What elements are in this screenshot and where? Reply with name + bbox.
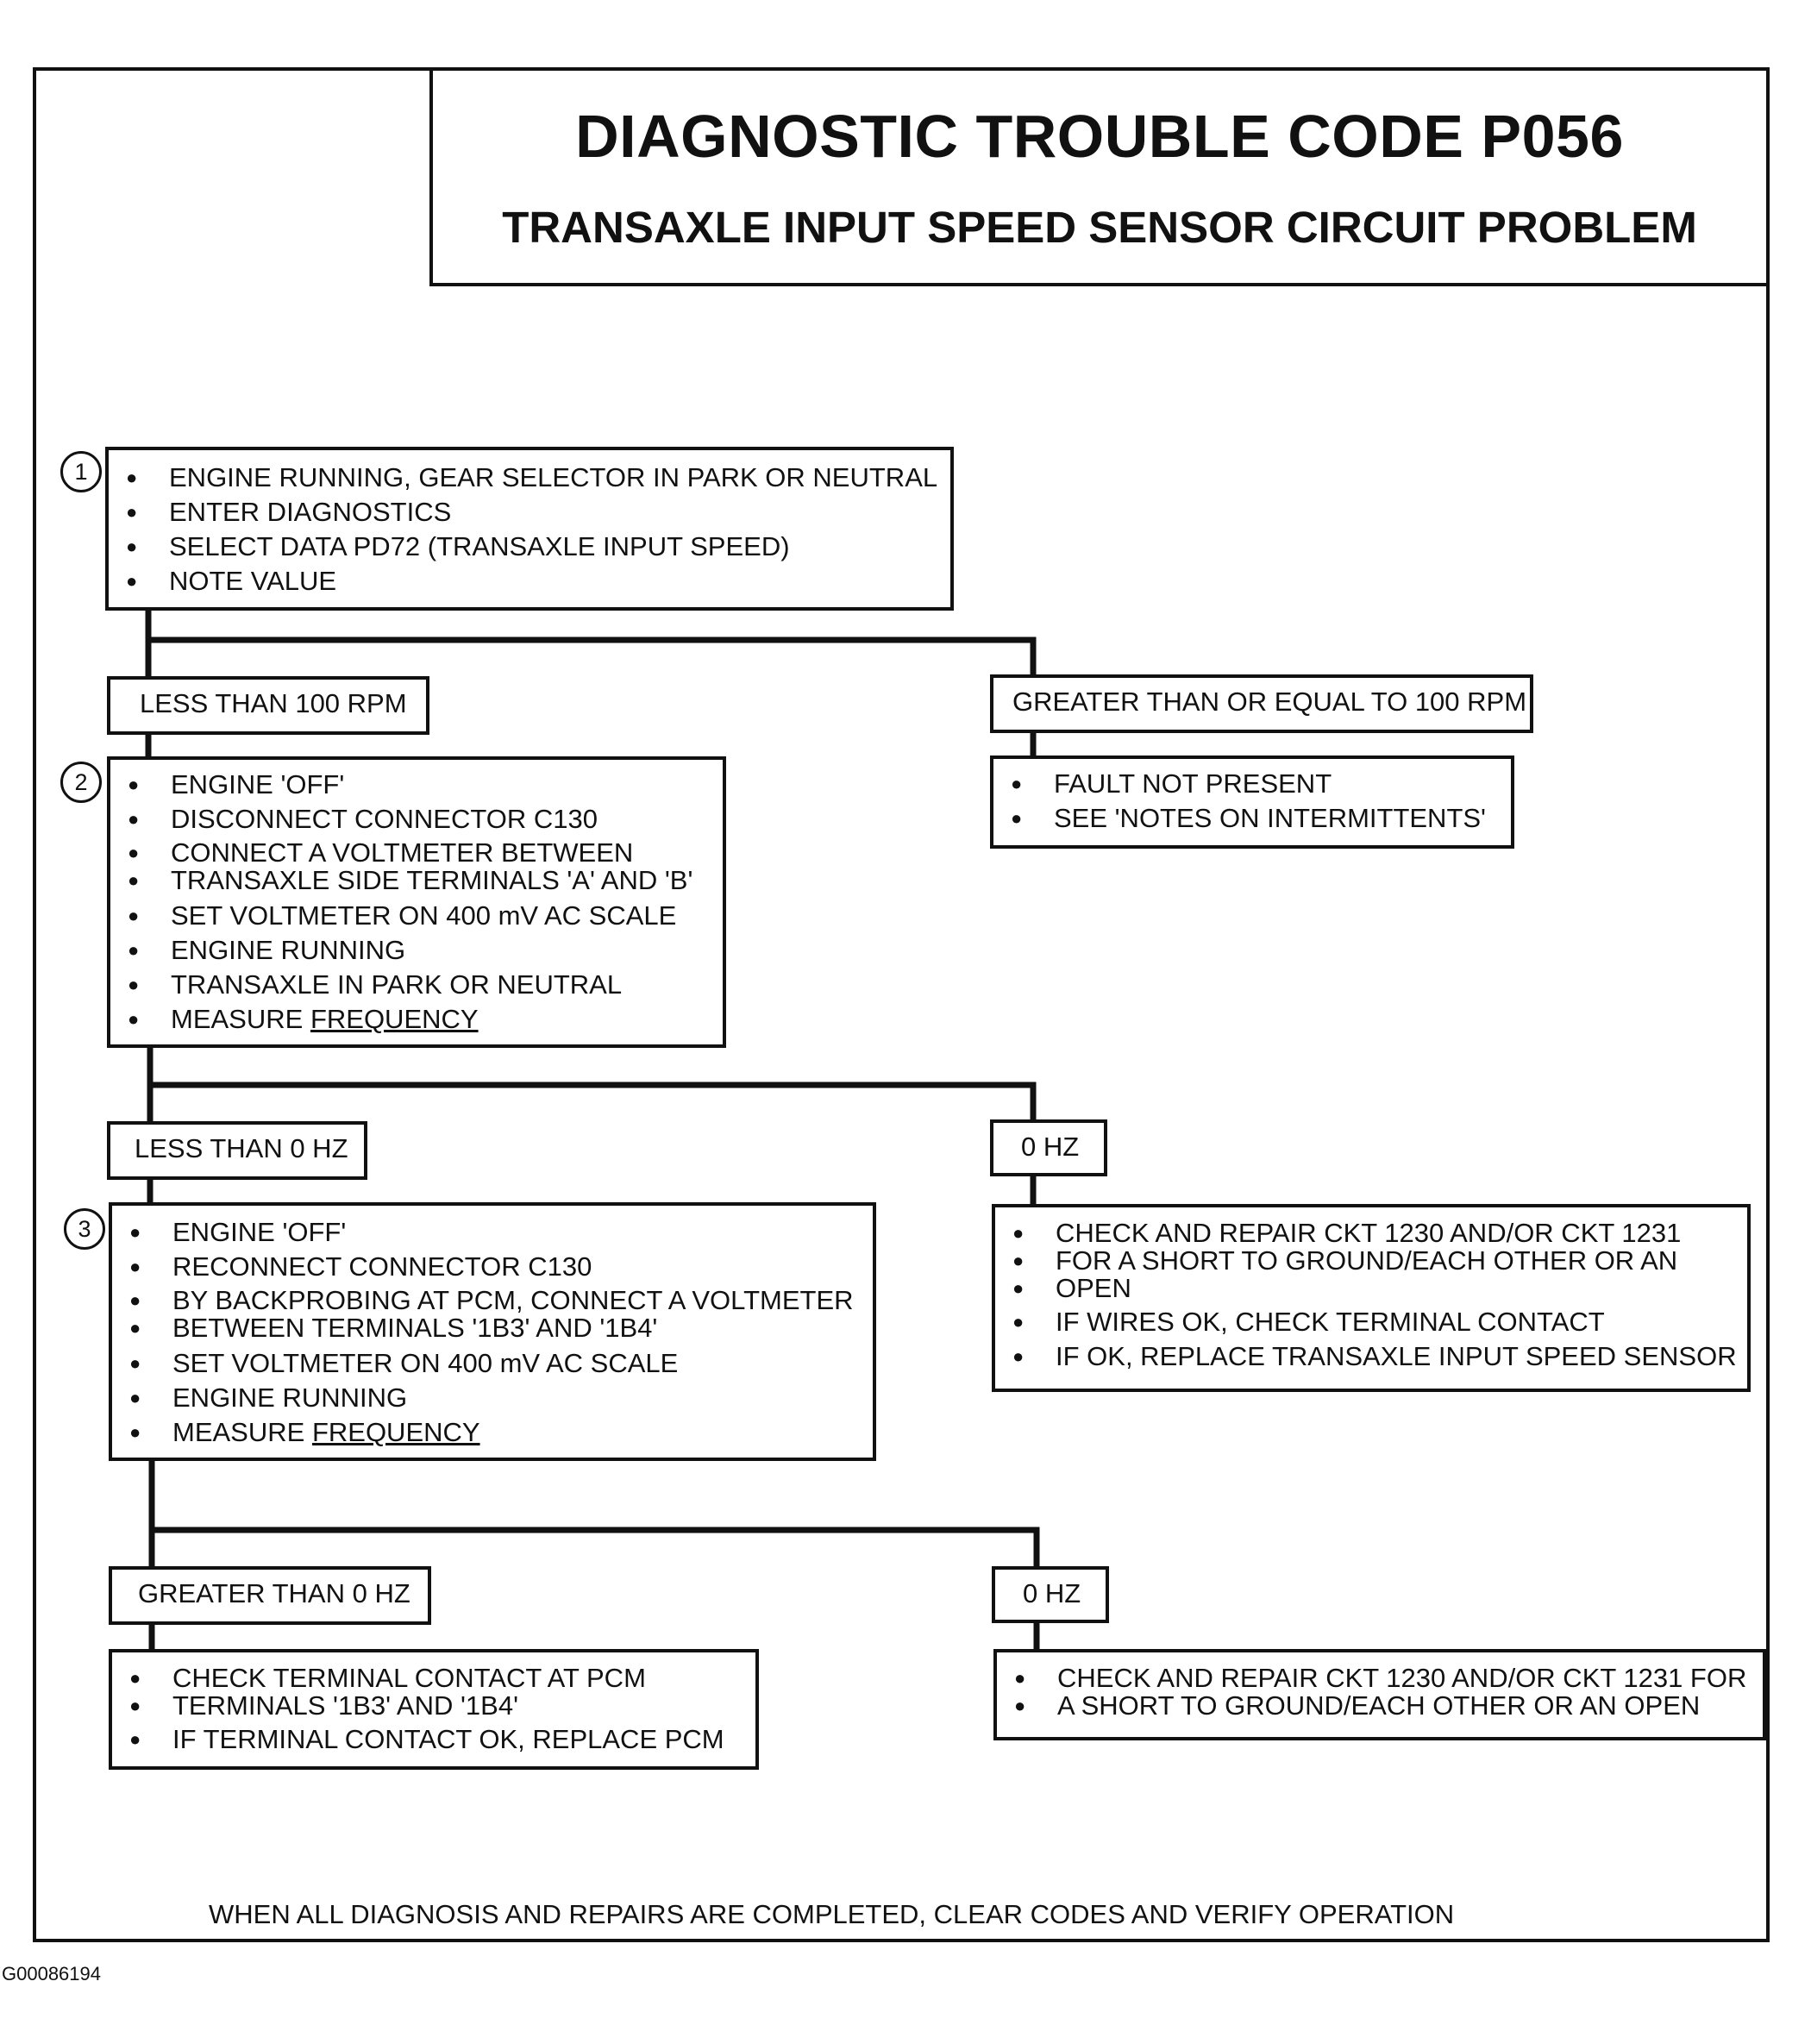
result-item-cont: ● FOR A SHORT TO GROUND/EACH OTHER OR AN (995, 1247, 1747, 1275)
branch-less-than-0-hz: LESS THAN 0 HZ (107, 1121, 367, 1180)
result-item-cont: ● TERMINALS '1B3' AND '1B4' (112, 1692, 755, 1720)
step-3-item: ● RECONNECT CONNECTOR C130 (112, 1252, 873, 1282)
step-2-item: ● MEASURE FREQUENCY (110, 1005, 723, 1034)
step-2-item: ● SET VOLTMETER ON 400 mV AC SCALE (110, 901, 723, 931)
step-1-box (105, 447, 954, 611)
branch-less-than-100-rpm: LESS THAN 100 RPM (107, 676, 429, 735)
result-check-pcm-contact (109, 1649, 759, 1770)
result-item: ● CHECK TERMINAL CONTACT AT PCM (112, 1665, 755, 1692)
step-1-item: ● ENTER DIAGNOSTICS (109, 498, 950, 527)
step-2-item: ● DISCONNECT CONNECTOR C130 (110, 805, 723, 834)
step-2-item: ● ENGINE RUNNING (110, 936, 723, 965)
step-3-box (109, 1202, 876, 1461)
step-2-item: ● ENGINE 'OFF' (110, 770, 723, 799)
result-item-cont: ● A SHORT TO GROUND/EACH OTHER OR AN OPEN (997, 1692, 1763, 1720)
step-2-item-cont: ● TRANSAXLE SIDE TERMINALS 'A' AND 'B' (110, 867, 723, 894)
step-3-item: ● BY BACKPROBING AT PCM, CONNECT A VOLTMETER (112, 1287, 873, 1314)
step-3-item-cont: ● BETWEEN TERMINALS '1B3' AND '1B4' (112, 1314, 873, 1342)
step-1-item: ● ENGINE RUNNING, GEAR SELECTOR IN PARK OR NEUTRAL (109, 463, 950, 492)
result-item: ● CHECK AND REPAIR CKT 1230 AND/OR CKT 1231 FOR (997, 1665, 1763, 1692)
step-2-item: ● CONNECT A VOLTMETER BETWEEN (110, 839, 723, 867)
step-2-box (107, 756, 726, 1048)
step-3-item: ● MEASURE FREQUENCY (112, 1418, 873, 1447)
footer-note: WHEN ALL DIAGNOSIS AND REPAIRS ARE COMPLETED, CLEAR CODES AND VERIFY OPERATION (209, 1899, 1455, 1929)
connector-step1-right (148, 640, 1033, 678)
connector-step2-right (150, 1085, 1033, 1121)
result-item: ● IF OK, REPLACE TRANSAXLE INPUT SPEED SENSOR (995, 1342, 1747, 1371)
result-item: ● SEE 'NOTES ON INTERMITTENTS' (993, 804, 1511, 833)
step-3-item: ● ENGINE 'OFF' (112, 1218, 873, 1247)
result-item: ● IF TERMINAL CONTACT OK, REPLACE PCM (112, 1725, 755, 1754)
result-fault-not-present (990, 756, 1514, 849)
branch-0-hz-step2: 0 HZ (990, 1119, 1107, 1176)
connector-step3-right (152, 1530, 1037, 1566)
page-subtitle: TRANSAXLE INPUT SPEED SENSOR CIRCUIT PROBLEM (502, 203, 1697, 252)
step-3-item: ● ENGINE RUNNING (112, 1383, 873, 1413)
step-3-marker: 3 (64, 1208, 105, 1250)
step-2-marker: 2 (60, 762, 102, 803)
result-check-repair-sensor (992, 1204, 1751, 1392)
result-check-repair-circuit (993, 1649, 1766, 1740)
branch-0-hz-step3: 0 HZ (992, 1566, 1109, 1623)
result-item: ● IF WIRES OK, CHECK TERMINAL CONTACT (995, 1307, 1747, 1337)
step-1-item: ● NOTE VALUE (109, 567, 950, 596)
step-1-item: ● SELECT DATA PD72 (TRANSAXLE INPUT SPEED) (109, 532, 950, 561)
step-1-marker: 1 (60, 451, 102, 492)
branch-greater-than-0-hz: GREATER THAN 0 HZ (109, 1566, 431, 1625)
step-3-item: ● SET VOLTMETER ON 400 mV AC SCALE (112, 1349, 873, 1378)
result-item: ● FAULT NOT PRESENT (993, 769, 1511, 799)
figure-id: G00086194 (2, 1963, 101, 1984)
result-item-cont: ● OPEN (995, 1275, 1747, 1302)
step-2-item: ● TRANSAXLE IN PARK OR NEUTRAL (110, 970, 723, 1000)
result-item: ● CHECK AND REPAIR CKT 1230 AND/OR CKT 1231 (995, 1220, 1747, 1247)
branch-greater-or-equal-100-rpm: GREATER THAN OR EQUAL TO 100 RPM (990, 674, 1533, 733)
page-title: DIAGNOSTIC TROUBLE CODE P056 (575, 103, 1624, 170)
